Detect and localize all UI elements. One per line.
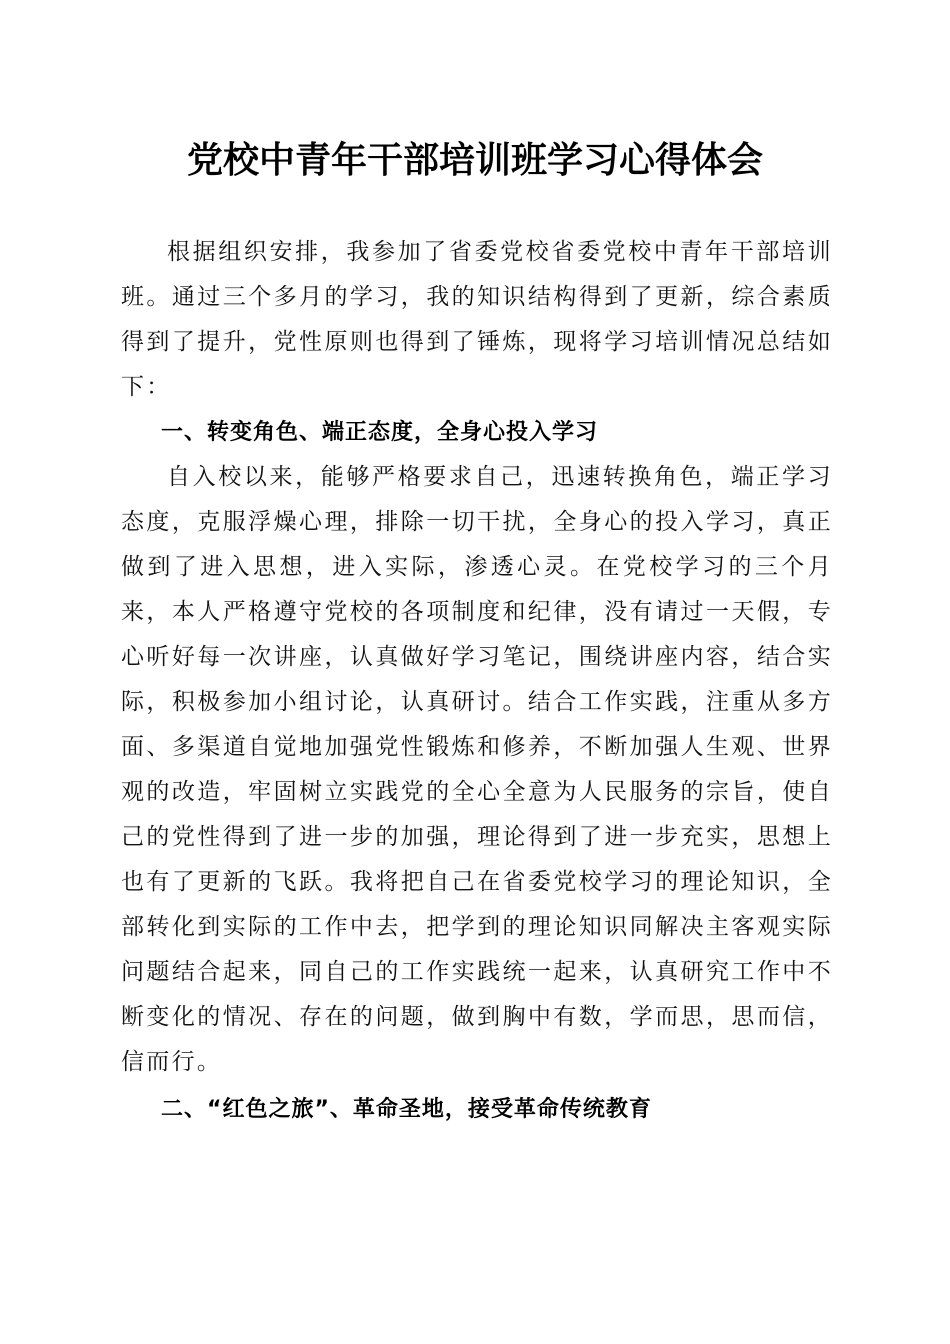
document-body	[121, 230, 833, 1132]
section-1-paragraph: 自入校以来，能够严格要求自己，迅速转换角色，端正学习态度，克服浮燥心理，排除一切干扰，全身心的投入学习，真正做到了进入思想，进入实际，渗透心灵。在党校学习的三个月来，本人严格遵守党校的各项制度和纪律，没有请过一天假，专心听好每一次讲座，认真做好学习笔记，围绕讲座内容，结合实际，积极参加小组讨论，认真研讨。结合工作实践，注重从多方面、多渠道自觉地加强党性锻炼和修养，不断加强人生观、世界观的改造，牢固树立实践党的全心全意为人民服务的宗旨，使自己的党性得到了进一步的加强，理论得到了进一步充实，思想上也有了更新的飞跃。我将把自己在省委党校学习的理论知识，全部转化到实际的工作中去，把学到的理论知识同解决主客观实际问题结合起来，同自己的工作实践统一起来，认真研究工作中不断变化的情况、存在的问题，做到胸中有数，学而思，思而信，信而行。	[121, 464, 833, 1075]
document-title: 党校中青年干部培训班学习心得体会	[186, 139, 763, 181]
intro-paragraph: 根据组织安排，我参加了省委党校省委党校中青年干部培训班。通过三个多月的学习，我的知识结构得到了更新，综合素质得到了提升，党性原则也得到了锤炼，现将学习培训情况总结如下：	[121, 239, 833, 400]
section-1-heading: 一、转变角色、端正态度，全身心投入学习	[161, 420, 599, 445]
section-2-heading: 二、“红色之旅”、革命圣地，接受革命传统教育	[161, 1097, 652, 1122]
